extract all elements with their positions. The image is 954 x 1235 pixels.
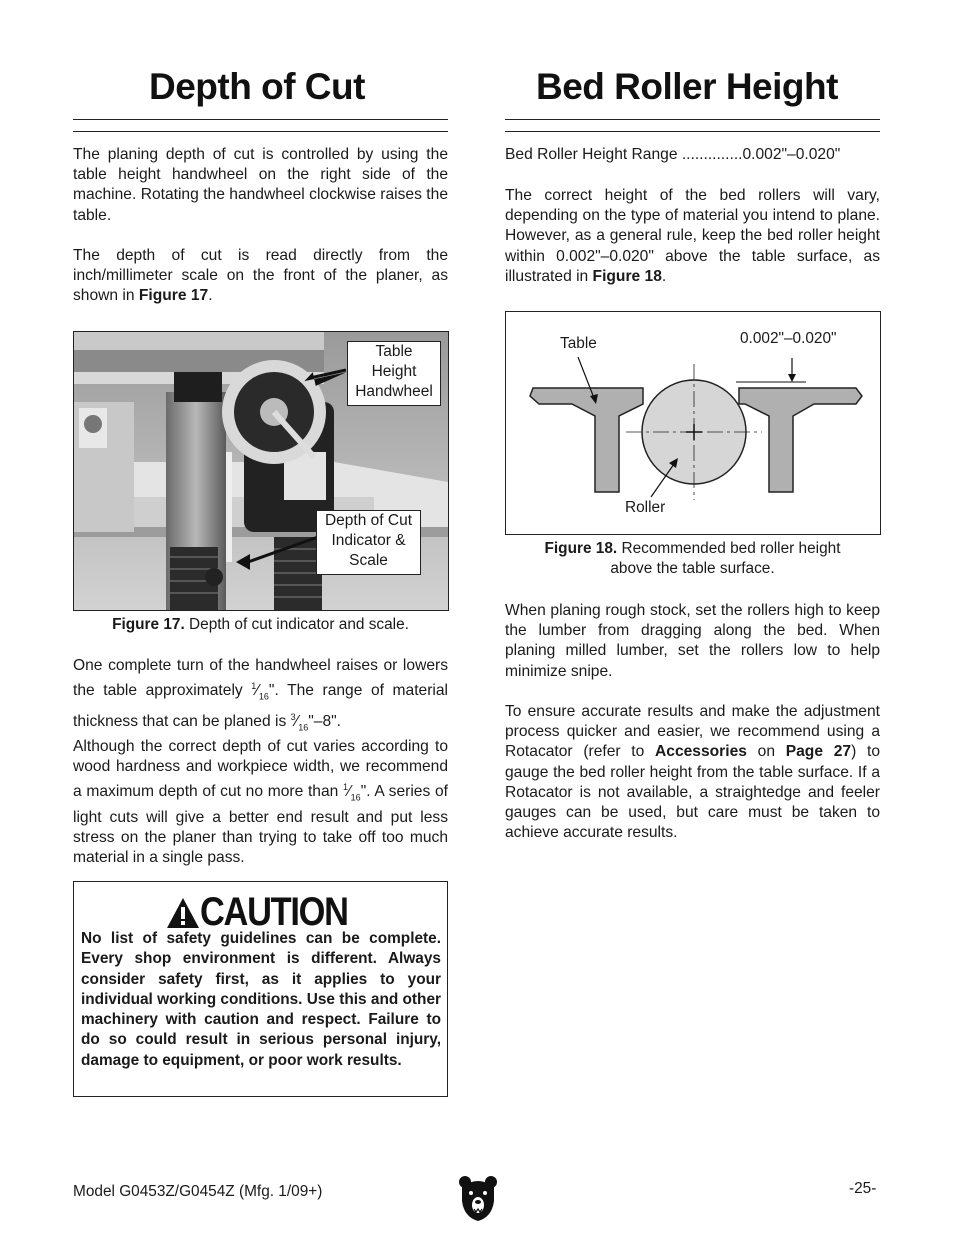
callout-table-height-handwheel: Table Height Handwheel xyxy=(347,341,441,406)
footer-page-number: -25- xyxy=(849,1180,877,1197)
title-rule-bottom xyxy=(73,131,448,132)
figure-17-caption: Figure 17. Depth of cut indicator and scale. xyxy=(112,616,409,633)
footer-model: Model G0453Z/G0454Z (Mfg. 1/09+) xyxy=(73,1183,323,1200)
handwheel-turn-text: One complete turn of the handwheel raises or lowers the table approximately $^1⁄_{16}$". The range of material thickness that can be planed is $^3⁄_{16}"-8$". xyxy=(73,657,449,732)
label-table: Table xyxy=(560,335,597,352)
depth-of-cut-scale-text: The depth of cut is read directly from the inch/millimeter scale on the front of the planer, as shown in Figure 17. xyxy=(73,247,448,305)
figure-17-photo xyxy=(73,331,449,611)
caution-word: CAUTION xyxy=(200,890,348,934)
accessories-ref: Accessories xyxy=(655,743,747,761)
title-rule-top-right xyxy=(505,119,880,120)
caution-box xyxy=(73,881,448,1097)
max-depth-text: Although the correct depth of cut varies according to wood hardness and workpiece width, we recommend a maximum depth of cut no more than $^1⁄_{16}$". A series of light cuts will give a better end result and put less stress on the planer than trying to take off too much material in a single pass. xyxy=(73,738,448,867)
label-height-range: 0.002"–0.020" xyxy=(740,330,837,347)
page-27-ref: Page 27 xyxy=(785,743,852,761)
caution-text: No list of safety guidelines can be complete. Every shop environment is different. Always consider safety first, as it applies to your individual working conditions. Use this and other machinery with caution and respect. Failure to do so could result in serious personal injury, damage to equipment, or poor work results. xyxy=(81,930,441,1069)
label-roller: Roller xyxy=(625,499,666,516)
section-title-bed-roller-height: Bed Roller Height xyxy=(536,66,838,107)
warning-triangle-icon xyxy=(166,897,200,929)
figure-18-diagram xyxy=(505,311,881,535)
rotacator-text: To ensure accurate results and make the adjustment process quicker and easier, we recommend using a Rotacator (refer to Accessories on Page 27) to gauge the bed roller height from the table surface. If a Rotacator is not available, a straightedge and feeler gauges can be used, but care must be taken to achieve accurate results. xyxy=(505,703,880,842)
figure-18-caption: Figure 18. Recommended bed roller height above the table surface. xyxy=(544,540,841,577)
grizzly-bear-logo-icon xyxy=(458,1173,498,1223)
roller-height-range: Bed Roller Height Range ..............0.002"–0.020" xyxy=(505,146,841,163)
depth-of-cut-intro: The planing depth of cut is controlled by using the table height handwheel on the right side of the machine. Rotating the handwheel clockwise raises the table. xyxy=(73,146,448,224)
rough-stock-text: When planing rough stock, set the rollers high to keep the lumber from dragging along the bed. When planing milled lumber, set the rollers low to help minimize snipe. xyxy=(505,602,880,680)
callout-depth-scale: Depth of Cut Indicator & Scale xyxy=(316,510,421,575)
roller-height-intro: The correct height of the bed rollers will vary, depending on the type of material you intend to plane. However, as a general rule, keep the bed roller height within 0.002"–0.020" above the table surface, as illustrated in Figure 18. xyxy=(505,187,880,285)
title-rule-bottom-right xyxy=(505,131,880,132)
title-rule-top xyxy=(73,119,448,120)
figure-17-ref: Figure 17 xyxy=(138,287,209,305)
figure-18-ref: Figure 18 xyxy=(592,267,662,285)
section-title-depth-of-cut: Depth of Cut xyxy=(149,66,365,107)
